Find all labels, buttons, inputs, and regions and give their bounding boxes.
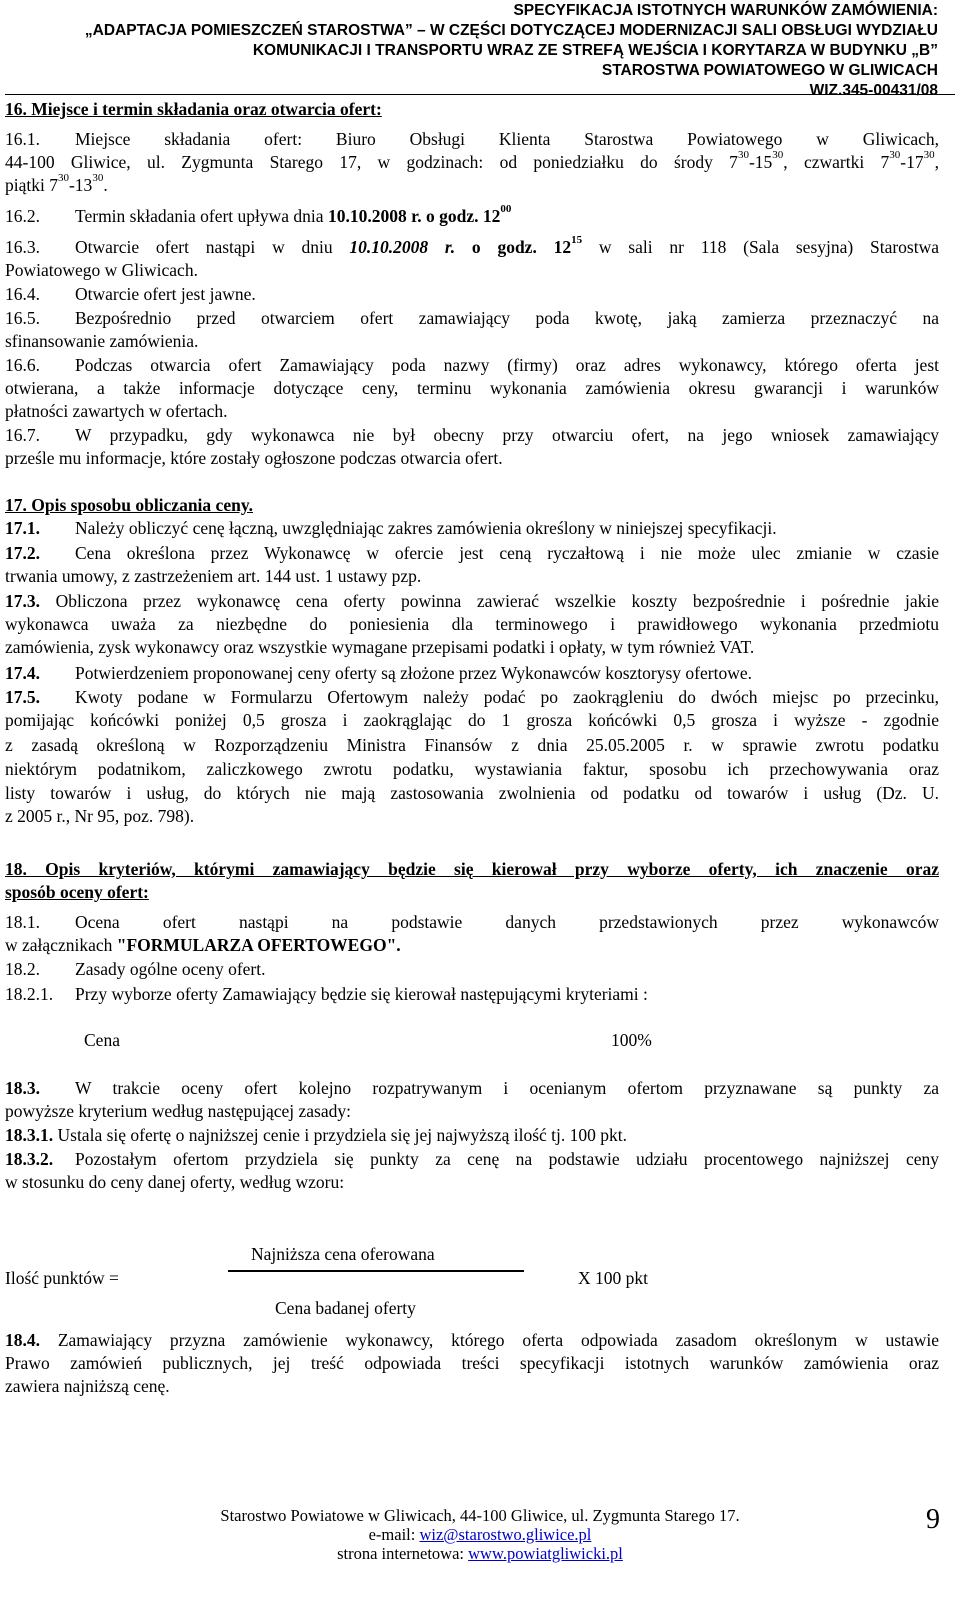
paragraph-17-4: 17.4. Potwierdzeniem proponowanej ceny oferty są złożone przez Wykonawców kosztorysy ofertowe. bbox=[5, 663, 752, 683]
document-header bbox=[85, 1, 938, 101]
paragraph-18-3-1: 18.3.1. Ustala się ofertę o najniższej cenie i przydziela się jej najwyższą ilość tj. 100 pkt. bbox=[5, 1125, 628, 1145]
formula-denominator: Cena badanej oferty bbox=[275, 1298, 416, 1318]
header-line: „ADAPTACJA POMIESZCZEŃ STAROSTWA” – W CZĘŚCI DOTYCZĄCEJ MODERNIZACJI SALI OBSŁUGI WYDZIAŁU bbox=[84, 22, 938, 39]
footer-address: Starostwo Powiatowe w Gliwicach, 44-100 Gliwice, ul. Zygmunta Starego 17. bbox=[220, 1506, 740, 1525]
formula-numerator: Najniższa cena oferowana bbox=[251, 1244, 435, 1264]
website-link[interactable]: www.powiatgliwicki.pl bbox=[468, 1544, 623, 1563]
section-18-title-cont: sposób oceny ofert: bbox=[5, 882, 149, 902]
paragraph-18-4-cont: zawiera najniższą cenę. bbox=[5, 1376, 170, 1396]
paragraph-18-3-2: 18.3.2. Pozostałym ofertom przydziela się punkty za cenę na podstawie udziału procentowego najniższej ceny bbox=[5, 1149, 939, 1169]
paragraph-18-4-cont: Prawo zamówień publicznych, jej treść odpowiada treści specyfikacji istotnych warunków zamówienia oraz bbox=[5, 1353, 939, 1373]
header-reference-number: WIZ.345-00431/08 bbox=[809, 82, 938, 99]
paragraph-16-1-cont: 44-100 Gliwice, ul. Zygmunta Starego 17, w godzinach: od poniedziałku do środy $7^{30}-15^{30}$, czwartki $7^{30}-17^{30}$, bbox=[5, 149, 939, 172]
paragraph-18-1-cont: w załącznikach "FORMULARZA OFERTOWEGO". bbox=[5, 935, 401, 955]
paragraph-16-5: 16.5. Bezpośrednio przed otwarciem ofert zamawiający poda kwotę, jaką zamierza przeznaczyć na bbox=[5, 308, 939, 328]
paragraph-16-7-cont: prześle mu informacje, które zostały ogłoszone podczas otwarcia ofert. bbox=[5, 448, 503, 468]
section-16-title: 16. Miejsce i termin składania oraz otwarcia ofert: bbox=[5, 99, 382, 119]
header-line: KOMUNIKACJI I TRANSPORTU WRAZ ZE STREFĄ WEJŚCIA I KORYTARZA W BUDYNKU „B” bbox=[252, 42, 938, 59]
paragraph-17-2: 17.2. Cena określona przez Wykonawcę w ofercie jest ceną ryczałtową i nie może ulec zmianie w czasie bbox=[5, 543, 939, 563]
paragraph-18-3: 18.3. W trakcie oceny ofert kolejno rozpatrywanym i ocenianym ofertom przyznawane są punkty za bbox=[5, 1078, 939, 1098]
paragraph-17-1: 17.1. Należy obliczyć cenę łączną, uwzględniając zakres zamówienia określony w niniejszej specyfikacji. bbox=[5, 518, 777, 538]
paragraph-16-1: 16.1. Miejsce składania ofert: Biuro Obsługi Klienta Starostwa Powiatowego w Gliwicach, bbox=[5, 129, 939, 149]
page-number: 9 bbox=[926, 1504, 940, 1535]
paragraph-16-1-cont: piątki $7^{30}-13^{30}$. bbox=[5, 172, 108, 195]
paragraph-18-2: 18.2. Zasady ogólne oceny ofert. bbox=[5, 959, 266, 979]
paragraph-16-4: 16.4. Otwarcie ofert jest jawne. bbox=[5, 284, 256, 304]
paragraph-18-1: 18.1. Ocena ofert nastąpi na podstawie danych przedstawionych przez wykonawców bbox=[5, 912, 939, 932]
paragraph-16-6-cont: otwierana, a także informacje dotyczące ceny, terminu wykonania zamówienia okresu gwarancji i warunków bbox=[5, 378, 939, 398]
paragraph-17-3-cont: zamówienia, zysk wykonawcy oraz wszystkie wymagane przepisami podatki i opłaty, w tym również VAT. bbox=[5, 637, 755, 657]
formula-right: X 100 pkt bbox=[578, 1268, 648, 1288]
paragraph-17-5-cont: niektórym podatnikom, zaliczkowego zwrotu podatku, wystawiania faktur, sposobu ich przechowywania oraz bbox=[5, 759, 939, 779]
paragraph-17-5-cont: z zasadą określoną w Rozporządzeniu Ministra Finansów z dnia 25.05.2005 r. w sprawie zwrotu podatku bbox=[5, 735, 939, 755]
paragraph-17-2-cont: trwania umowy, z zastrzeżeniem art. 144 ust. 1 ustawy pzp. bbox=[5, 566, 422, 586]
criterion-name: Cena bbox=[84, 1030, 120, 1050]
paragraph-16-7: 16.7. W przypadku, gdy wykonawca nie był obecny przy otwarciu ofert, na jego wniosek zamawiający bbox=[5, 425, 939, 445]
paragraph-18-3-cont: powyższe kryterium według następującej zasady: bbox=[5, 1101, 351, 1121]
paragraph-16-3: 16.3. Otwarcie ofert nastąpi w dniu 10.10.2008 r. o godz. $12^{15}$ w sali nr 118 (Sala sesyjna) Starostwa bbox=[5, 234, 940, 257]
formula-left: Ilość punktów = bbox=[5, 1268, 119, 1288]
paragraph-18-3-2-cont: w stosunku do ceny danej oferty, według wzoru: bbox=[5, 1172, 345, 1192]
paragraph-16-3-cont: Powiatowego w Gliwicach. bbox=[5, 260, 198, 280]
paragraph-16-5-cont: sfinansowanie zamówienia. bbox=[5, 331, 199, 351]
paragraph-16-2: 16.2. Termin składania ofert upływa dnia 10.10.2008 r. o godz. $12^{00}$ bbox=[5, 203, 512, 226]
header-divider bbox=[5, 94, 955, 95]
email-link[interactable]: wiz@starostwo.gliwice.pl bbox=[419, 1525, 592, 1544]
paragraph-17-5-cont: listy towarów i usług, do których nie mają zastosowania zwolnienia od podatku od towarów i usług (Dz. U. bbox=[5, 783, 939, 803]
section-18-title: 18. Opis kryteriów, którymi zamawiający będzie się kierował przy wyborze oferty, ich znaczenie oraz bbox=[5, 859, 939, 879]
section-17-title: 17. Opis sposobu obliczania ceny. bbox=[5, 495, 253, 515]
paragraph-17-5-cont: pomijając końcówki poniżej 0,5 grosza i zaokrąglając do 1 grosza końcówki 0,5 grosza i wyższe - zgodnie bbox=[5, 710, 939, 730]
paragraph-16-6-cont: płatności zawartych w ofertach. bbox=[5, 401, 228, 421]
paragraph-18-4: 18.4. Zamawiający przyzna zamówienie wykonawcy, którego oferta odpowiada zasadom określonym w ustawie bbox=[5, 1330, 939, 1350]
criterion-weight: 100% bbox=[611, 1030, 652, 1050]
formula-fraction-line bbox=[228, 1270, 524, 1272]
header-line: SPECYFIKACJA ISTOTNYCH WARUNKÓW ZAMÓWIENIA: bbox=[513, 2, 938, 19]
header-line: STAROSTWA POWIATOWEGO W GLIWICACH bbox=[601, 62, 938, 79]
paragraph-17-3: 17.3. Obliczona przez wykonawcę cena oferty powinna zawierać wszelkie koszty bezpośrednie i pośrednie jakie bbox=[5, 591, 939, 611]
paragraph-17-5-cont: z 2005 r., Nr 95, poz. 798). bbox=[5, 806, 195, 826]
paragraph-17-5: 17.5. Kwoty podane w Formularzu Ofertowym należy podać po zaokrągleniu do dwóch miejsc po przecinku, bbox=[5, 687, 939, 707]
paragraph-16-6: 16.6. Podczas otwarcia ofert Zamawiający poda nazwy (firmy) oraz adres wykonawcy, którego oferta jest bbox=[5, 355, 939, 375]
paragraph-number: 16.1. bbox=[5, 129, 40, 149]
paragraph-18-2-1: 18.2.1. Przy wyborze oferty Zamawiający będzie się kierował następującymi kryteriami : bbox=[5, 984, 648, 1004]
footer-website: strona internetowa: www.powiatgliwicki.pl bbox=[337, 1544, 623, 1563]
footer-email: e-mail: wiz@starostwo.gliwice.pl bbox=[368, 1525, 592, 1544]
paragraph-17-3-cont: wykonawca uważa za niezbędne do poniesienia dla terminowego i prawidłowego wykonania przedmiotu bbox=[5, 614, 939, 634]
